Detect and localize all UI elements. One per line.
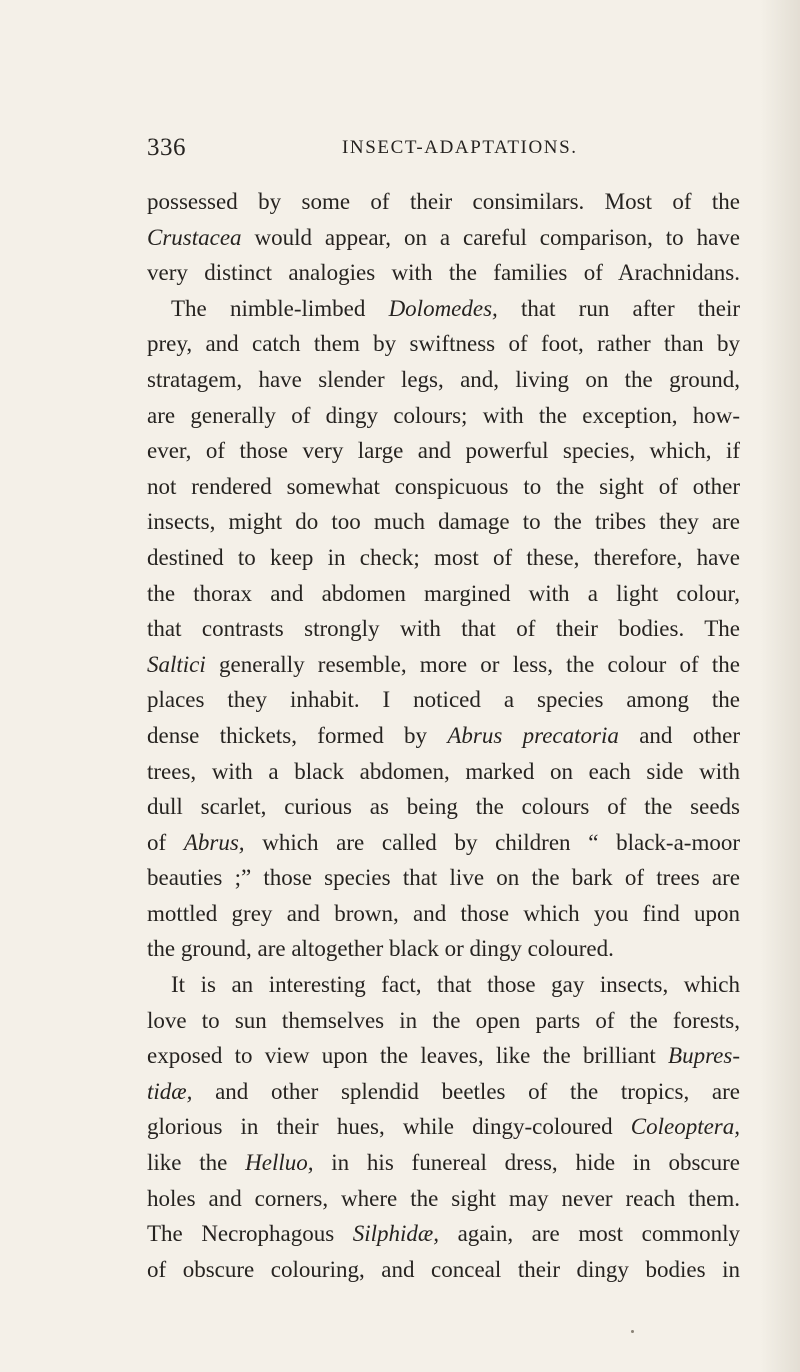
- text-line: dull scarlet, curious as being the colours of the seeds: [147, 794, 740, 820]
- text-line: destined to keep in check; most of these, therefore, have: [147, 544, 740, 570]
- text-line: Crustacea would appear, on a careful comparison, to have: [147, 224, 740, 250]
- text-line: of obscure colouring, and conceal their dingy bodies in: [147, 1256, 740, 1282]
- text-line: prey, and catch them by swiftness of foot, rather than by: [147, 331, 740, 357]
- text-line: possessed by some of their consimilars. Most of the: [147, 189, 740, 214]
- text-line: the thorax and abdomen margined with a light colour,: [147, 580, 740, 606]
- running-title: INSECT-ADAPTATIONS.: [342, 137, 578, 158]
- text-line: love to sun themselves in the open parts of the forests,: [147, 1007, 740, 1033]
- text-line: trees, with a black abdomen, marked on each side with: [147, 758, 740, 784]
- text-line: mottled grey and brown, and those which you find upon: [147, 900, 740, 926]
- text-line: stratagem, have slender legs, and, living on the ground,: [147, 366, 740, 392]
- text-line: not rendered somewhat conspicuous to the sight of other: [147, 473, 740, 499]
- text-line: It is an interesting fact, that those gay insects, which: [171, 972, 740, 998]
- text-line: of Abrus, which are called by children “ black-a-moor: [147, 829, 740, 855]
- body-text: [147, 184, 740, 1287]
- running-head: [147, 134, 740, 166]
- text-line: The Necrophagous Silphidæ, again, are most commonly: [147, 1221, 740, 1247]
- text-line: the ground, are altogether black or dingy coloured.: [147, 936, 614, 962]
- text-line: insects, might do too much damage to the tribes they are: [147, 509, 740, 535]
- text-line: like the Helluo, in his funereal dress, hide in obscure: [147, 1150, 740, 1176]
- text-line: places they inhabit. I noticed a species among the: [147, 687, 740, 713]
- text-line: ever, of those very large and powerful species, which, if: [147, 438, 740, 464]
- text-line: Saltici generally resemble, more or less, the colour of the: [147, 651, 740, 677]
- text-line: very distinct analogies with the families of Arachnidans.: [147, 260, 740, 286]
- text-line: are generally of dingy colours; with the exception, how-: [147, 402, 740, 428]
- print-speck: [631, 1330, 634, 1333]
- text-line: that contrasts strongly with that of their bodies. The: [147, 616, 740, 642]
- text-line: exposed to view upon the leaves, like the brilliant Bupres-: [147, 1043, 740, 1069]
- text-line: beauties ;” those species that live on the bark of trees are: [147, 865, 740, 891]
- text-line: The nimble-limbed Dolomedes, that run after their: [171, 295, 740, 321]
- text-line: holes and corners, where the sight may never reach them.: [147, 1185, 740, 1211]
- text-line: dense thickets, formed by Abrus precatoria and other: [147, 722, 740, 748]
- page-number: 336: [147, 134, 186, 161]
- text-line: glorious in their hues, while dingy-coloured Coleoptera,: [147, 1114, 740, 1140]
- text-line: tidæ, and other splendid beetles of the tropics, are: [147, 1078, 740, 1104]
